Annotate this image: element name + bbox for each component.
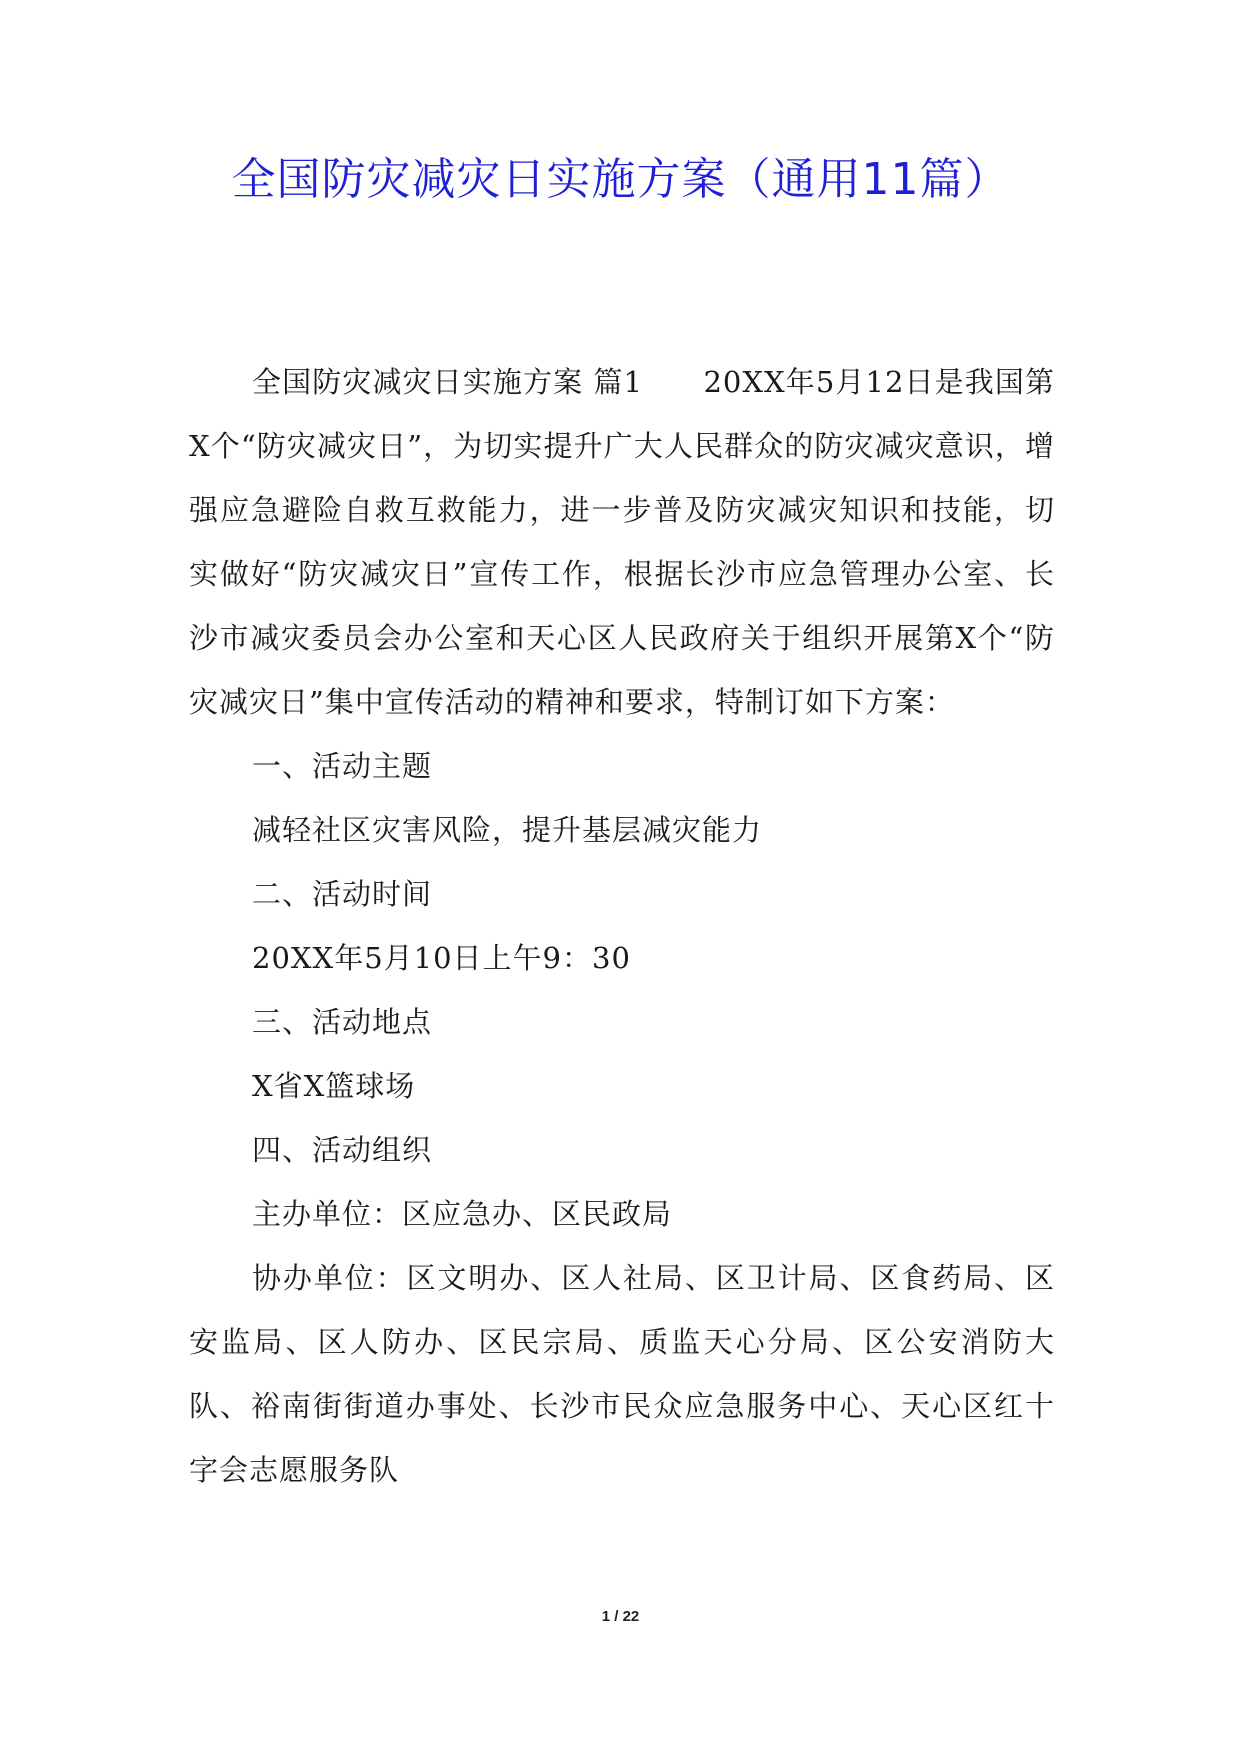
section-heading-location: 三、活动地点 [252, 1005, 433, 1039]
location-text: X省X篮球场 [252, 1069, 416, 1103]
intro-paragraph: 全国防灾减灾日实施方案 篇1 20XX年5月12日是我国第X个“防灾减灾日”，为切实提升广大人民群众的防灾减灾意识，增强应急避险自救互救能力，进一步普及防灾减灾知识和技能，切实做好“防灾减灾日”宣传工作，根据长沙市应急管理办公室、长沙市减灾委员会办公室和天心区人民政府关于组织开展第X个“防灾减灾日”集中宣传活动的精神和要求，特制订如下方案： [189, 365, 1055, 719]
section-heading-organization: 四、活动组织 [252, 1133, 433, 1167]
section-heading-theme: 一、活动主题 [252, 749, 433, 783]
page-number: 1 / 22 [601, 1608, 640, 1625]
theme-text: 减轻社区灾害风险，提升基层减灾能力 [252, 813, 763, 847]
co-host-units-text: 协办单位：区文明办、区人社局、区卫计局、区食药局、区安监局、区人防办、区民宗局、质监天心分局、区公安消防大队、裕南街街道办事处、长沙市民众应急服务中心、天心区红十字会志愿服务队 [189, 1261, 1055, 1487]
section-heading-time: 二、活动时间 [252, 877, 433, 911]
time-text: 20XX年5月10日上午9：30 [252, 941, 631, 975]
document-title: 全国防灾减灾日实施方案（通用11篇） [231, 154, 1010, 205]
host-units-text: 主办单位：区应急办、区民政局 [252, 1197, 673, 1231]
document-body [189, 350, 1055, 1502]
